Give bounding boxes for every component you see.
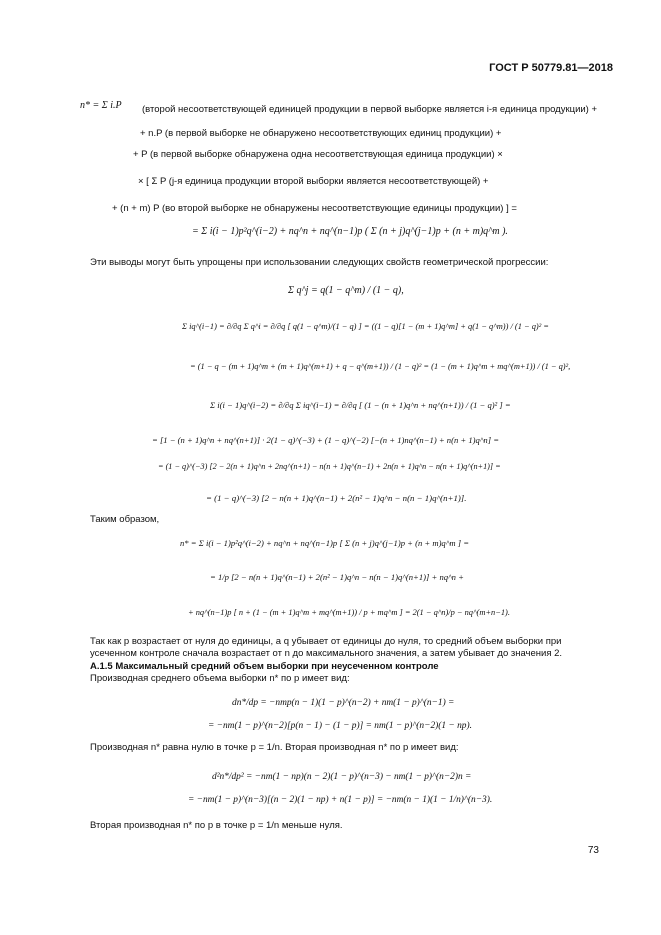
formula-derivative-simplified: = (1 − q − (m + 1)q^m + (m + 1)q^(m+1) + q − q^(m+1)) / (1 − q)² = (1 − (m + 1)q^m + mq^(m+1)) / (1 − q)², [190, 362, 571, 371]
page-number: 73 [587, 845, 599, 856]
thus-label: Таким образом, [90, 514, 160, 525]
deriv-line-3: + P (в первой выборке обнаружена одна несоответствующая единица продукции) × [133, 149, 503, 160]
result-line-2: = 1/p [2 − n(n + 1)q^(n−1) + 2(n² − 1)q^n − n(n − 1)q^(n+1)] + nq^n + [210, 572, 464, 582]
deriv-line-6: = Σ i(i − 1)p²q^(i−2) + nq^n + nq^(n−1)p ( Σ (n + j)q^(j−1)p + (n + m)q^m ). [192, 226, 508, 237]
formula-expansion-3: = (1 − q)^(−3) [2 − n(n + 1)q^(n−1) + 2(n² − 1)q^n − n(n − 1)q^(n+1)]. [206, 493, 467, 503]
formula-derivative-sum: Σ iq^(i−1) = ∂/∂q Σ q^i = ∂/∂q [ q(1 − q^m)/(1 − q) ] = ((1 − q)[1 − (m + 1)q^m] + q(1 − q^m)) / (1 − q)² = [182, 322, 549, 331]
paragraph-conclusion: Вторая производная n* по p в точке p = 1/n меньше нуля. [90, 820, 343, 831]
deriv-line-5: + (n + m) P (во второй выборке не обнаружены несоответствующие единицы продукции) ] = [112, 203, 517, 214]
result-line-1: n* = Σ i(i − 1)p²q^(i−2) + nq^n + nq^(n−1)p [ Σ (n + j)q^(j−1)p + (n + m)q^m ] = [180, 538, 469, 548]
second-derivative-2: = −nm(1 − p)^(n−3)[(n − 2)(1 − np) + n(1 − p)] = −nm(n − 1)(1 − 1/n)^(n−3). [188, 795, 493, 805]
paragraph-monotonic: Так как p возрастает от нуля до единицы, а q убывает от единицы до нуля, то средний объем выборки при усеченном контроле сначала возрастает от n до максимального значения, а затем убывает до значения 2. [90, 636, 563, 659]
standard-header: ГОСТ Р 50779.81—2018 [489, 62, 613, 74]
deriv-line-1-lead: n* = Σ i.P [80, 100, 122, 111]
formula-second-derivative: Σ i(i − 1)q^(i−2) = ∂/∂q Σ iq^(i−1) = ∂/∂q [ (1 − (n + 1)q^n + nq^(n+1)) / (1 − q)² ] = [210, 400, 511, 410]
formula-geometric-sum: Σ q^j = q(1 − q^m) / (1 − q), [288, 285, 404, 296]
second-derivative-1: d²n*/dp² = −nm(1 − np)(n − 2)(1 − p)^(n−3) − nm(1 − p)^(n−2)n = [212, 772, 472, 782]
first-derivative-2: = −nm(1 − p)^(n−2)[p(n − 1) − (1 − p)] = nm(1 − p)^(n−2)(1 − np). [208, 721, 472, 731]
deriv-line-4: × [ Σ P (j-я единица продукции второй выборки является несоответствующей) + [138, 176, 489, 187]
formula-expansion-2: = (1 − q)^(−3) [2 − 2(n + 1)q^n + 2nq^(n+1) − n(n + 1)q^(n−1) + 2n(n + 1)q^n − n(n + 1)q^(n+1)] = [158, 462, 501, 471]
intro-text: Эти выводы могут быть упрощены при использовании следующих свойств геометрической прогрессии: [90, 257, 549, 268]
paragraph-second-derivative: Производная n* равна нулю в точке p = 1/n. Вторая производная n* по p имеет вид: [90, 742, 459, 753]
deriv-line-1-text: (второй несоответствующей единицей продукции в первой выборке является i-я единица продукции) + [142, 104, 598, 115]
paragraph-derivative: Производная среднего объема выборки n* по p имеет вид: [90, 673, 350, 684]
first-derivative-1: dn*/dp = −nmp(n − 1)(1 − p)^(n−2) + nm(1 − p)^(n−1) = [232, 698, 455, 708]
section-title: А.1.5 Максимальный средний объем выборки при неусеченном контроле [90, 661, 439, 672]
formula-expansion-1: = [1 − (n + 1)q^n + nq^(n+1)] · 2(1 − q)^(−3) + (1 − q)^(−2) [−(n + 1)nq^(n−1) + n(n + 1)q^n] = [152, 435, 500, 445]
deriv-line-2: + n.P (в первой выборке не обнаружено несоответствующих единиц продукции) + [140, 128, 502, 139]
result-line-3: + nq^(n−1)p [ n + (1 − (m + 1)q^m + mq^(m+1)) / p + mq^m ] = 2(1 − q^n)/p − nq^(m+n−1). [188, 608, 510, 617]
